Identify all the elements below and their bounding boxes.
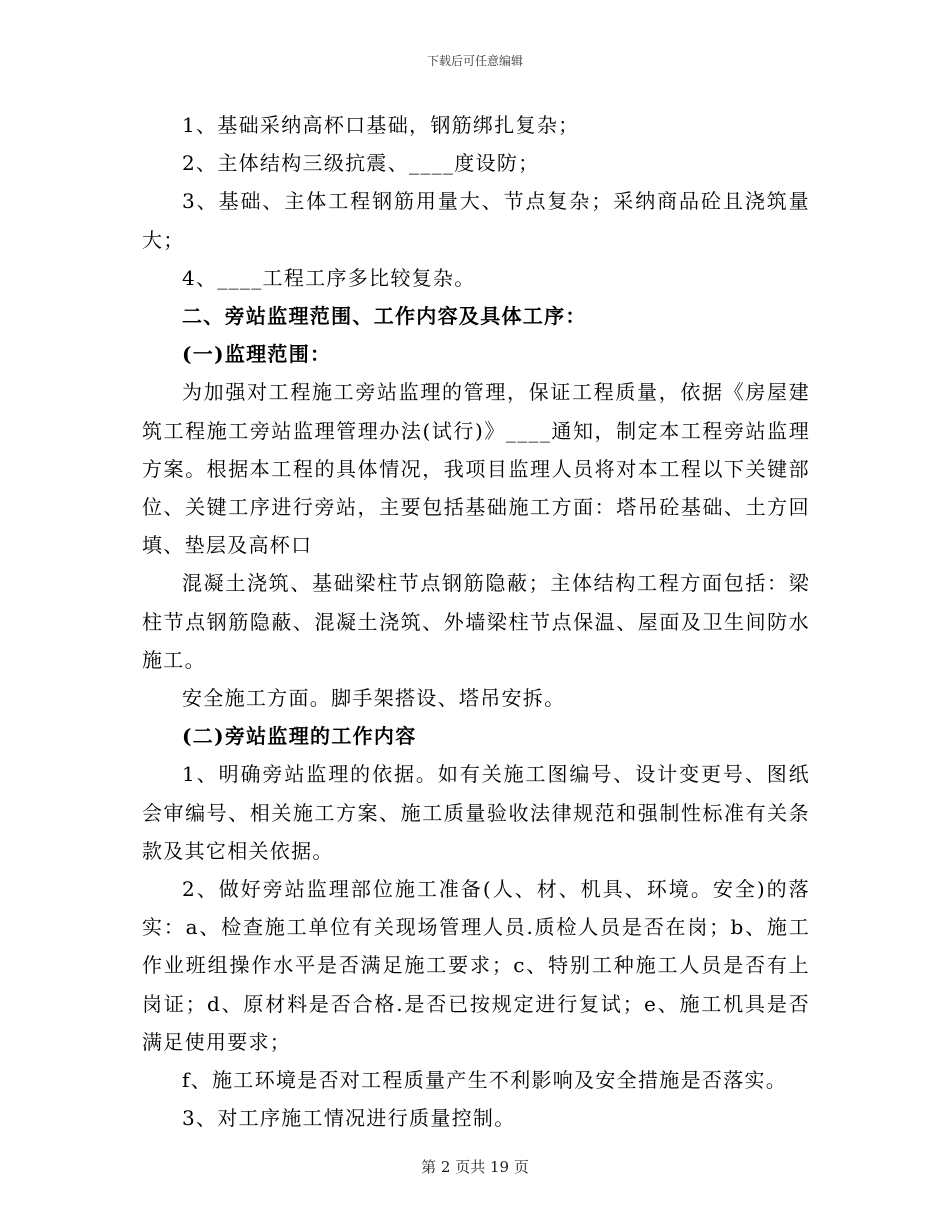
subsection-heading-work-content: (二)旁站监理的工作内容 [182,724,417,749]
paragraph-rebar-concrete: 3、基础、主体工程钢筋用量大、节点复杂；采纳商品砼且浇筑量大； [142,189,810,252]
paragraph-seismic: 2、主体结构三级抗震、____度设防； [182,151,540,176]
paragraph-process: 4、____工程工序多比较复杂。 [182,265,476,290]
paragraph-quality-control: 3、对工序施工情况进行质量控制。 [182,1106,516,1131]
section-heading-scope-content: 二、旁站监理范围、工作内容及具体工序： [182,304,587,329]
page-footer: 第 2 页共 19 页 [421,1158,529,1176]
paragraph-scope-intro: 为加强对工程施工旁站监理的管理，保证工程质量，依据《房屋建筑工程施工旁站监理管理办法(试行)》____通知，制定本工程旁站监理方案。根据本工程的具体情况，我项目监理人员将对本工程以下关键部位、关键工序进行旁站，主要包括基础施工方面：塔吊砼基础、土方回填、垫层及高杯口 [142,380,810,558]
page-header: 下载后可任意编辑 [426,54,523,68]
paragraph-basis: 1、明确旁站监理的依据。如有关施工图编号、设计变更号、图纸会审编号、相关施工方案、施工质量验收法律规范和强制性标准有关条款及其它相关依据。 [142,762,810,863]
subsection-heading-scope: (一)监理范围： [182,342,332,367]
paragraph-scope-detail: 混凝土浇筑、基础梁柱节点钢筋隐蔽；主体结构工程方面包括：梁柱节点钢筋隐蔽、混凝土浇筑、外墙梁柱节点保温、屋面及卫生间防水施工。 [142,571,810,672]
paragraph-preparation: 2、做好旁站监理部位施工准备(人、材、机具、环境。安全)的落实：a、检查施工单位有关现场管理人员.质检人员是否在岗；b、施工作业班组操作水平是否满足施工要求；c、特别工种施工人员是否有上岗证；d、原材料是否合格.是否已按规定进行复试；e、施工机具是否满足使用要求； [142,877,810,1054]
paragraph-safety: 安全施工方面。脚手架搭设、塔吊安拆。 [182,686,566,711]
paragraph-environment: f、施工环境是否对工程质量产生不利影响及安全措施是否落实。 [182,1068,788,1093]
document-body [142,106,810,1137]
paragraph-foundation: 1、基础采纳高杯口基础，钢筋绑扎复杂； [182,113,580,137]
